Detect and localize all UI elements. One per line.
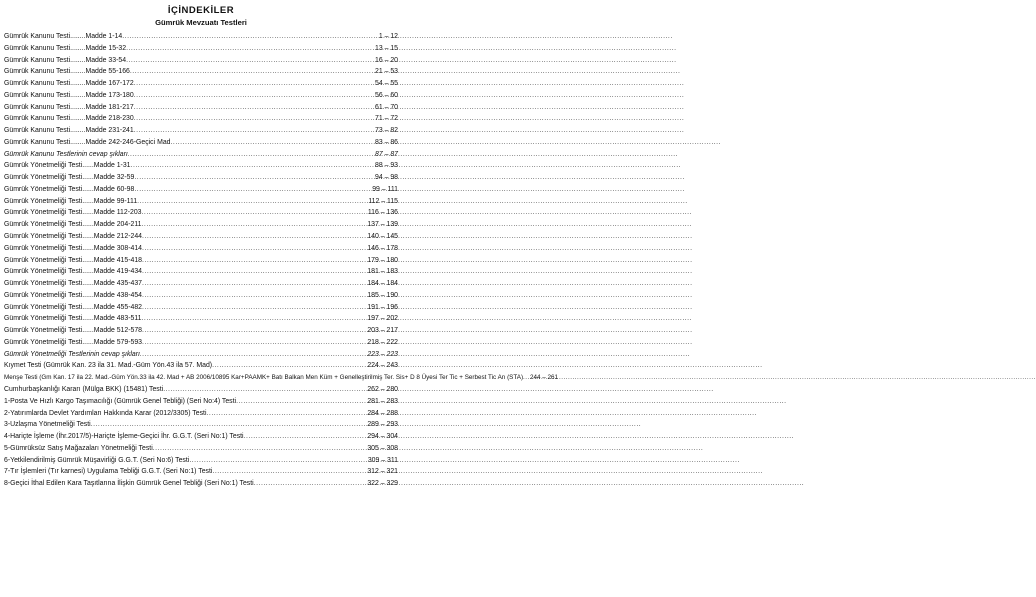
toc-entry-pages: 218 – 222 [367, 338, 398, 346]
toc-entry-label: Gümrük Yönetmeliği Testi......Madde 455-482 [4, 303, 143, 311]
toc-entry-pages: 1 – 12 [378, 33, 398, 40]
dot-leader [206, 408, 366, 420]
toc-entry [4, 196, 398, 208]
toc-entry-label: Gümrük Yönetmeliği Testi......Madde 308-414 [4, 244, 143, 252]
toc-entry-pages: 223 – 223 [367, 350, 398, 358]
toc-entry-pages: 184 – 184 [367, 280, 398, 288]
dot-leader [142, 243, 366, 255]
toc-entry [4, 149, 398, 161]
toc-entry-label: Gümrük Yönetmeliği Testi......Madde 415-418 [4, 256, 143, 264]
dot-leader [134, 113, 374, 125]
toc-entry-pages: 83 – 86 [375, 138, 398, 146]
toc-entry-pages: 224 – 243 [367, 362, 398, 370]
toc-entry [4, 278, 398, 290]
dot-leader [142, 231, 366, 243]
toc-entry-label: Cumhurbaşkanlığı Kararı (Mülga BKK) (15481) Testi [4, 385, 164, 393]
toc-entry [4, 302, 398, 314]
toc-entry [4, 207, 398, 219]
toc-entry-label: Gümrük Yönetmeliği Testi......Madde 438-454 [4, 291, 143, 299]
toc-entry-pages: 137 – 139 [367, 221, 398, 229]
dot-leader [212, 360, 366, 372]
toc-entry-pages: 197 – 202 [367, 315, 398, 323]
toc-entry-pages: 61 – 70 [375, 103, 398, 111]
toc-entry-label: Kıymet Testi (Gümrük Kan. 23 ila 31. Mad.-Güm Yön.43 ila 57. Mad) [4, 362, 213, 370]
toc-entry [4, 325, 398, 337]
toc-entry [4, 78, 398, 90]
dot-leader [142, 255, 366, 267]
toc-entry [4, 255, 398, 267]
toc-entry-label: Gümrük Yönetmeliği Testi......Madde 579-593 [4, 338, 143, 346]
toc-entry-pages: 305 – 308 [367, 444, 398, 452]
toc-entry [4, 431, 398, 443]
page-subtitle: Gümrük Mevzuatı Testleri [155, 18, 247, 27]
toc-entry [4, 172, 398, 184]
toc-entry [4, 455, 398, 467]
dot-leader [134, 125, 374, 137]
dot-leader [126, 55, 374, 67]
toc-entry-pages: 13 – 15 [375, 44, 398, 52]
toc-entry-pages: 94 – 98 [375, 174, 398, 182]
dot-leader [128, 149, 374, 161]
toc-entry [4, 66, 398, 78]
toc-entry [4, 55, 398, 67]
toc-entry [4, 160, 398, 172]
toc-entry-pages: 284 – 288 [367, 409, 398, 417]
toc-entry [4, 290, 398, 302]
toc-entry-pages: 54 – 55 [375, 80, 398, 88]
dot-leader [142, 313, 367, 325]
toc-entry [4, 337, 398, 349]
toc-entry-label: Gümrük Kanunu Testi........Madde 173-180 [4, 91, 134, 99]
toc-entry-label: Gümrük Kanunu Testi........Madde 1-14 [4, 33, 123, 40]
dot-leader [163, 384, 366, 396]
toc-entry-label: Gümrük Kanunu Testi........Madde 15-32 [4, 44, 127, 52]
toc-entry [4, 266, 398, 278]
toc-entry-label: Gümrük Yönetmeliği Testlerinin cevap şıkları [4, 350, 140, 358]
dot-leader [153, 443, 367, 455]
dot-leader [91, 419, 367, 431]
toc-entry-label: 1-Posta Ve Hızlı Kargo Taşımacılığı (Gümrük Genel Tebliği) (Seri No:4) Testi [4, 397, 237, 405]
toc-entry-pages: 112 – 115 [368, 197, 398, 205]
dot-leader [134, 172, 374, 184]
toc-entry-pages: 294 – 304 [367, 433, 398, 441]
toc-entry-label: Gümrük Kanunu Testi........Madde 181-217 [4, 103, 134, 111]
toc-entry-pages: 312 – 321 [367, 468, 398, 476]
toc-entry [4, 349, 398, 361]
dot-leader [122, 31, 378, 43]
table-of-contents [4, 31, 559, 490]
toc-entry [4, 478, 398, 490]
toc-entry-pages: 179 – 180 [367, 256, 398, 264]
toc-entry-pages: 244 – 261 [530, 374, 559, 382]
toc-entry [4, 90, 398, 102]
toc-entry-label: 5-Gümrüksüz Satış Mağazaları Yönetmeliği Testi [4, 444, 153, 452]
toc-entry [4, 443, 398, 455]
toc-entry-pages: 309 – 311 [367, 456, 398, 464]
toc-entry-pages: 16 – 20 [375, 56, 398, 64]
toc-entry [4, 419, 398, 431]
dot-leader [134, 102, 374, 114]
toc-entry-pages: 88 – 93 [375, 162, 398, 170]
toc-entry-label: Gümrük Yönetmeliği Testi......Madde 435-437 [4, 280, 143, 288]
toc-entry-pages: 262 – 280 [367, 385, 398, 393]
toc-entry [4, 372, 559, 384]
toc-entry-label: 7-Tır İşlemleri (Tır karnesi) Uygulama Tebliği G.G.T. (Seri No:1) Testi [4, 468, 213, 476]
dot-leader [142, 337, 366, 349]
toc-entry-label: 4-Hariçte İşleme (İhr.2017/5)-Hariçte İşleme-Geçici İhr. G.G.T. (Seri No:1) Testi [4, 433, 244, 441]
toc-entry [4, 113, 398, 125]
toc-entry-label: Gümrük Kanunu Testi........Madde 33-54 [4, 56, 127, 64]
toc-entry [4, 43, 398, 55]
toc-entry-pages: 281 – 283 [367, 397, 398, 405]
dot-leader [130, 66, 374, 78]
toc-entry-pages: 140 – 145 [367, 233, 398, 241]
dot-leader [142, 219, 367, 231]
toc-entry-pages: 203 – 217 [367, 327, 398, 335]
toc-entry-label: Gümrük Yönetmeliği Testi......Madde 212-244 [4, 233, 143, 241]
dot-leader [189, 455, 367, 467]
toc-entry-pages: 322 – 329 [367, 480, 398, 488]
toc-entry-pages: 146 – 178 [367, 244, 398, 252]
toc-entry [4, 396, 398, 408]
toc-entry [4, 219, 398, 231]
toc-entry-label: 2-Yatırımlarda Devlet Yardımları Hakkında Karar (2012/3305) Testi [4, 409, 207, 417]
dot-leader [131, 160, 374, 172]
toc-entry-label: 6-Yetkilendirilmiş Gümrük Müşavirliği G.G.T. (Seri No:6) Testi [4, 456, 190, 464]
toc-entry-label: Gümrük Kanunu Testi........Madde 242-246-Geçici Mad [4, 138, 171, 146]
toc-entry-pages: 73 – 82 [375, 127, 398, 135]
toc-entry [4, 125, 398, 137]
toc-entry-pages: 21 – 53 [375, 68, 398, 76]
toc-entry [4, 137, 398, 149]
toc-entry-pages: 71 – 72 [375, 115, 398, 123]
toc-entry-pages: 185 – 190 [367, 291, 398, 299]
dot-leader [236, 396, 366, 408]
toc-entry-label: Gümrük Yönetmeliği Testi......Madde 99-111 [4, 197, 138, 205]
page-title: İÇİNDEKİLER [167, 5, 235, 16]
toc-entry-pages: 191 – 196 [367, 303, 398, 311]
toc-entry-label: Gümrük Kanunu Testi........Madde 167-172 [4, 80, 134, 88]
toc-entry [4, 360, 398, 372]
dot-leader [140, 349, 366, 361]
toc-entry [4, 184, 398, 196]
toc-entry-label: Gümrük Kanunu Testlerinin cevap şıkları [4, 150, 128, 158]
toc-entry-label: Gümrük Yönetmeliği Testi......Madde 483-511 [4, 315, 142, 323]
dot-leader [134, 90, 374, 102]
toc-entry-pages: 56 – 60 [375, 91, 398, 99]
dot-leader [212, 466, 366, 478]
toc-entry [4, 243, 398, 255]
dot-leader [142, 302, 366, 314]
dot-leader [142, 325, 366, 337]
toc-entry-label: Menşe Testi (Gm Kan. 17 ila 22. Mad.-Güm Yön.33 ila 42. Mad + AB 2006/10895 Kar+PAAMK+ Batı Balkan Men Küm + Genelleştirilmiş Ter. Sis+ D 8 Üyesi Ter Tic + Serbest Tic An (STA) [4, 374, 524, 382]
dot-leader [142, 207, 367, 219]
toc-entry-label: Gümrük Kanunu Testi........Madde 218-230 [4, 115, 134, 123]
dot-leader [134, 184, 371, 196]
toc-entry [4, 102, 398, 114]
toc-entry [4, 231, 398, 243]
dot-leader [142, 278, 366, 290]
dot-leader [126, 43, 374, 55]
toc-entry-label: 8-Geçici İthal Edilen Kara Taşıtlarına İlişkin Gümrük Genel Tebliği (Seri No:1) Testi [4, 480, 254, 488]
toc-entry-pages: 87 – 87 [375, 150, 398, 158]
toc-entry [4, 384, 398, 396]
toc-entry-label: Gümrük Yönetmeliği Testi......Madde 204-211 [4, 221, 142, 229]
toc-entry-pages: 289 – 293 [367, 421, 398, 429]
toc-entry-label: Gümrük Yönetmeliği Testi......Madde 512-578 [4, 327, 143, 335]
toc-entry [4, 408, 398, 420]
toc-entry-label: Gümrük Yönetmeliği Testi......Madde 32-59 [4, 174, 135, 182]
toc-entry [4, 31, 398, 43]
dot-leader [137, 196, 367, 208]
dot-leader [134, 78, 374, 90]
dot-leader [170, 137, 374, 149]
toc-entry-pages: 181 – 183 [367, 268, 398, 276]
toc-entry [4, 313, 398, 325]
toc-entry-label: 3-Uzlaşma Yönetmeliği Testi [4, 421, 91, 429]
dot-leader [142, 290, 366, 302]
dot-leader [254, 478, 367, 490]
toc-entry-label: Gümrük Kanunu Testi........Madde 55-166 [4, 68, 130, 76]
toc-entry-pages: 99 – 111 [372, 185, 398, 193]
dot-leader [244, 431, 367, 443]
toc-entry-label: Gümrük Yönetmeliği Testi......Madde 1-31 [4, 162, 131, 170]
toc-entry [4, 466, 398, 478]
toc-entry-label: Gümrük Yönetmeliği Testi......Madde 419-434 [4, 268, 143, 276]
toc-entry-label: Gümrük Yönetmeliği Testi......Madde 60-98 [4, 185, 135, 193]
toc-entry-label: Gümrük Kanunu Testi........Madde 231-241 [4, 127, 134, 135]
dot-leader [142, 266, 366, 278]
toc-entry-pages: 116 – 136 [367, 209, 398, 217]
toc-entry-label: Gümrük Yönetmeliği Testi......Madde 112-203 [4, 209, 142, 217]
